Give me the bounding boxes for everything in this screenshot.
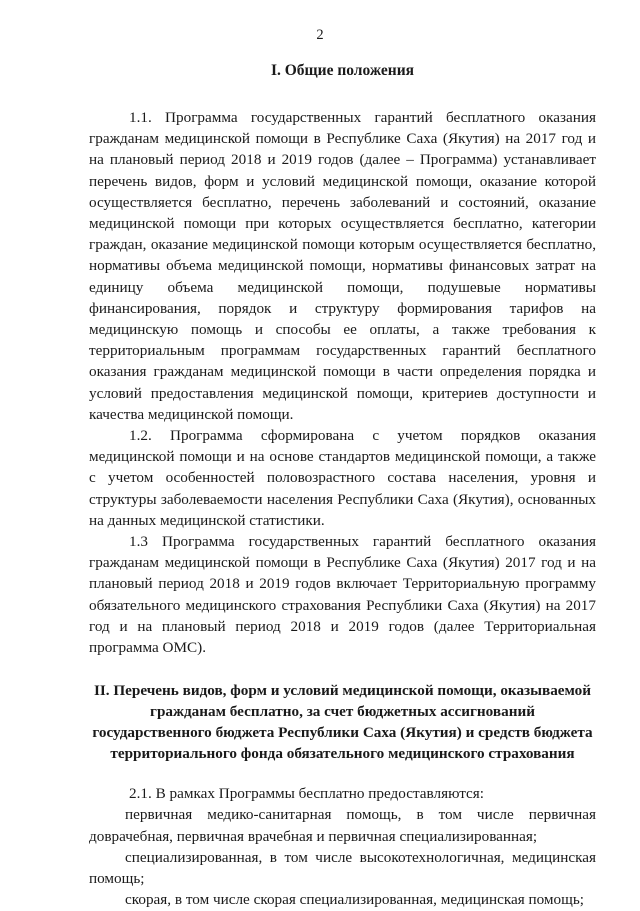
section-2-heading: II. Перечень видов, форм и условий медицинской помощи, оказываемой гражданам бесплатно, за счет бюджетных ассигнований государственного бюджета Республики Саха (Якутия) и средств бюджета территориального фонда обязательного медицинского страхования	[92, 682, 593, 763]
paragraph-1-3: 1.3 Программа государственных гарантий бесплатного оказания гражданам медицинской помощи в Республике Саха (Якутия) 2017 год и на плановый период 2018 и 2019 годов включает Территориальную программу обязательного медицинского страхования Республики Саха (Якутия) на 2017 год и на плановый период 2018 и 2019 годов (далее Территориальная программа ОМС).	[89, 533, 596, 657]
list-item-emergency-care: скорая, в том числе скорая специализированная, медицинская помощь;	[125, 891, 584, 909]
section-1-heading: I. Общие положения	[270, 62, 415, 79]
list-item-specialized-care: специализированная, в том числе высокотехнологичная, медицинская помощь;	[89, 848, 596, 888]
page-number: 2	[316, 27, 324, 43]
list-item-primary-care: первичная медико-санитарная помощь, в том числе первичная доврачебная, первичная врачебная и первичная специализированная;	[89, 806, 596, 845]
paragraph-1-2: 1.2. Программа сформирована с учетом порядков оказания медицинской помощи и на основе стандартов медицинской помощи, а также с учетом особенностей половозрастного состава населения, уровня и структуры заболеваемости населения Республики Саха (Якутия), основанных на данных медицинской статистики.	[89, 427, 596, 529]
document-body	[89, 60, 596, 911]
paragraph-1-1: 1.1. Программа государственных гарантий бесплатного оказания гражданам медицинской помощи в Республике Саха (Якутия) на 2017 год и на плановый период 2018 и 2019 годов (далее – Программа) устанавливает перечень видов, форм и условий медицинской помощи, оказание которой осуществляется бесплатно, перечень заболеваний и состояний, оказание медицинской помощи при которых осуществляется бесплатно, категории граждан, оказание медицинской помощи которым осуществляется бесплатно, нормативы объема медицинской помощи, нормативы финансовых затрат на единицу объема медицинской помощи, подушевые нормативы финансирования, порядок и структуру формирования тарифов на медицинскую помощь и способы ее оплаты, а также требования к территориальным программам государственных гарантий бесплатного оказания гражданам медицинской помощи в части определения порядка и условий предоставления медицинской помощи, критериев доступности и качества медицинской помощи.	[89, 109, 596, 423]
paragraph-2-1: 2.1. В рамках Программы бесплатно предоставляются:	[129, 785, 484, 803]
